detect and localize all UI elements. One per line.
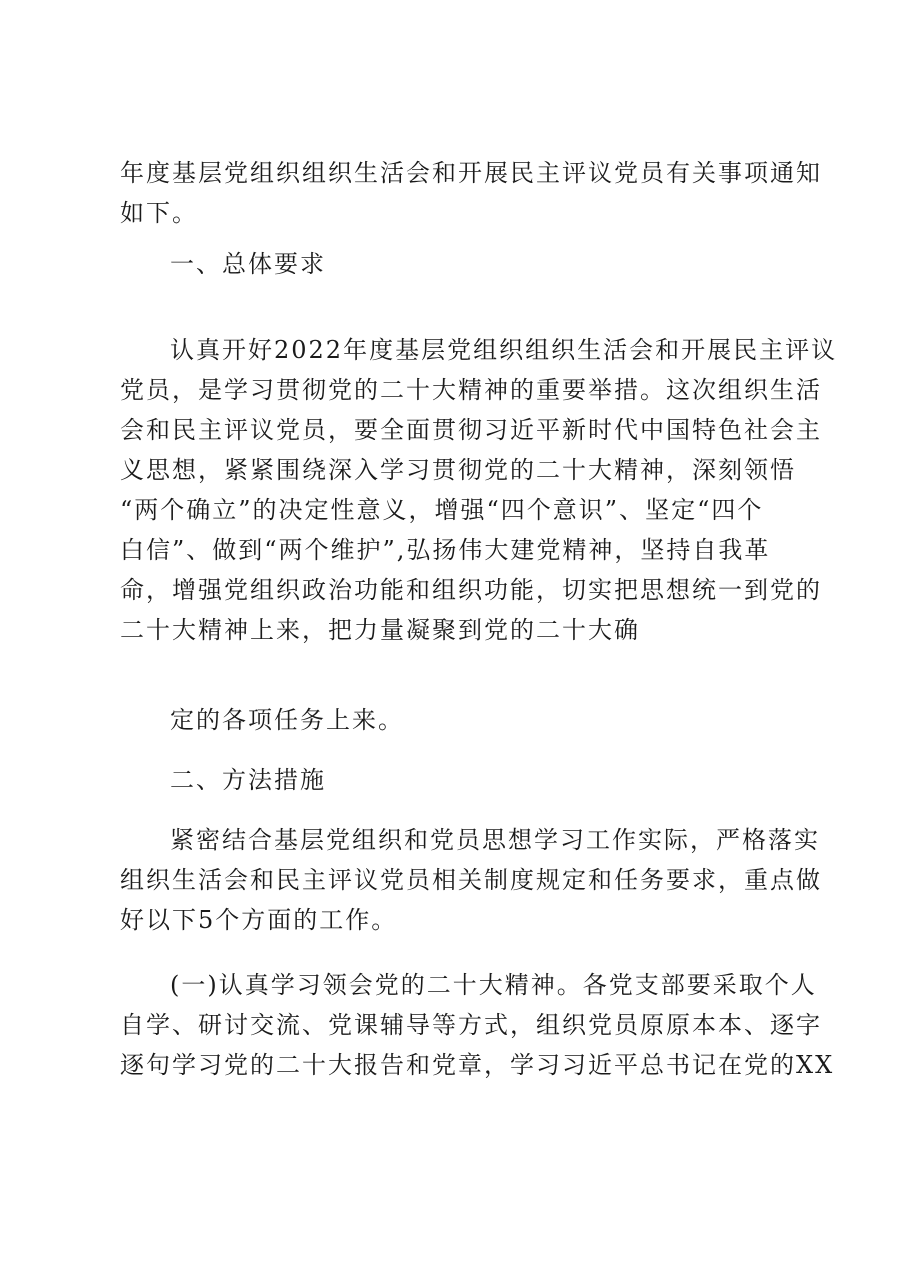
paragraph-continuation-2 — [120, 700, 800, 740]
text-line: 认真开好2022年度基层党组织组织生活会和开展民主评议 — [170, 336, 838, 364]
text-line: 好以下5个方面的工作。 — [120, 906, 398, 934]
text-line: 命，增强党组织政治功能和组织功能，切实把思想统一到党的 — [120, 576, 822, 604]
text-line: 年度基层党组织组织生活会和开展民主评议党员有关事项通知 — [120, 159, 822, 187]
text-line: 二十大精神上来，把力量凝聚到党的二十大确 — [120, 616, 640, 644]
paragraph-general-requirements — [120, 330, 838, 650]
text-line: 自学、研讨交流、党课辅导等方式，组织党员原原本本、逐字 — [120, 1011, 822, 1039]
text-line: 如下。 — [120, 199, 198, 227]
text-line: 义思想，紧紧围绕深入学习贯彻党的二十大精神，深刻领悟 — [120, 456, 796, 484]
text-line: 定的各项任务上来。 — [170, 706, 404, 734]
text-line: 党员，是学习贯彻党的二十大精神的重要举措。这次组织生活 — [120, 376, 822, 404]
text-line: “两个确立”的决定性意义，增强“四个意识”、坚定“四个 — [120, 496, 764, 524]
text-line: 逐句学习党的二十大报告和党章，学习习近平总书记在党的XX — [120, 1051, 835, 1079]
section-heading-1 — [120, 244, 800, 284]
text-line: 紧密结合基层党组织和党员思想学习工作实际，严格落实 — [170, 826, 820, 854]
paragraph-item-1 — [120, 965, 835, 1085]
text-line: (一)认真学习领会党的二十大精神。各党支部要采取个人 — [170, 971, 817, 999]
section-heading-2 — [120, 760, 800, 800]
heading-text: 二、方法措施 — [170, 766, 326, 794]
heading-text: 一、总体要求 — [170, 250, 326, 278]
text-line: 白信”、做到“两个维护”,弘扬伟大建党精神，坚持自我革 — [120, 536, 771, 564]
paragraph-methods — [120, 820, 822, 940]
text-line: 会和民主评议党员，要全面贯彻习近平新时代中国特色社会主 — [120, 416, 822, 444]
paragraph-continuation — [120, 153, 822, 233]
text-line: 组织生活会和民主评议党员相关制度规定和任务要求，重点做 — [120, 866, 822, 894]
